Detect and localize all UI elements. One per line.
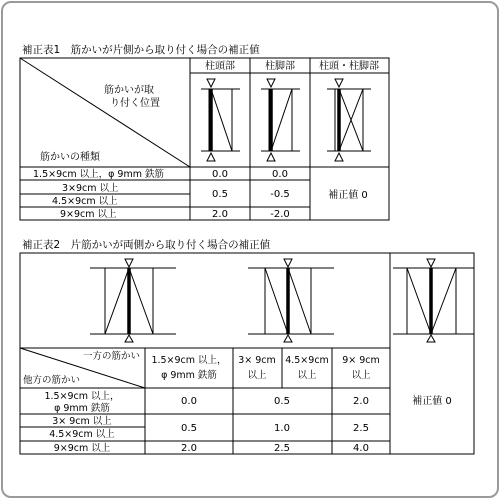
table2-col-1a: 1.5×9cm 以上， <box>151 355 227 366</box>
table1-value: 0.0 <box>212 169 228 180</box>
table2-col-3b: 以上 <box>297 370 317 381</box>
table2-row-1a: 1.5×9cm 以上， <box>44 391 120 402</box>
table2-diagram-left <box>90 259 176 342</box>
table1-col-foot: 柱脚部 <box>265 61 295 72</box>
table2-value: 4.0 <box>353 443 369 454</box>
table1-diag-bottom: 筋かいの種類 <box>40 152 100 163</box>
table1-title: 補正表1 筋かいが片側から取り付く場合の補正値 <box>22 44 260 56</box>
table2-value: 2.0 <box>181 443 197 454</box>
table2-value: 2.5 <box>353 423 369 434</box>
table2 <box>20 238 474 454</box>
table2-value: 2.5 <box>274 443 290 454</box>
table2-value: 0.5 <box>274 396 290 407</box>
table1-value: 0.0 <box>272 169 288 180</box>
table2-row-3: 4.5×9cm 以上 <box>49 429 115 440</box>
table1-row-4: 9×9cm 以上 <box>60 209 117 220</box>
table2-col-4a: 9× 9cm <box>342 355 380 366</box>
table1-row-2: 3×9cm 以上 <box>62 183 119 194</box>
table2-value: 2.0 <box>353 396 369 407</box>
table2-value: 0.5 <box>181 423 197 434</box>
table1-diagram-both <box>327 79 371 161</box>
table2-diag-bottom: 他方の筋かい <box>23 375 81 386</box>
table1-row-3: 4.5×9cm 以上 <box>52 196 118 207</box>
table1-diagram-head <box>201 79 240 161</box>
table2-title: 補正表2 片筋かいが両側から取り付く場合の補正値 <box>22 239 271 251</box>
table2-value: 0.0 <box>181 396 197 407</box>
table2-col-4b: 以上 <box>351 370 371 381</box>
table2-row-2: 3× 9cm 以上 <box>52 416 112 427</box>
table2-col-2b: 以上 <box>247 370 267 381</box>
table1-col-both: 柱頭・柱脚部 <box>319 61 379 72</box>
table2-row-4: 9×9cm 以上 <box>53 443 111 454</box>
table1-value: 0.5 <box>212 189 228 200</box>
table1-value: -2.0 <box>270 209 290 220</box>
table2-value: 1.0 <box>274 423 290 434</box>
table1-header-diagonal <box>20 58 190 167</box>
table2-diagram-middle <box>248 259 334 342</box>
table1-merged-value: 補正値 0 <box>328 190 368 201</box>
table1-value: 2.0 <box>212 209 228 220</box>
table2-diagram-right <box>393 259 474 342</box>
table1-diag-top-1: 筋かいが取 <box>104 85 154 96</box>
table1-diag-top-2: り付く位置 <box>110 98 160 109</box>
table2-row-1b: φ 9mm 鉄筋 <box>54 403 110 414</box>
table2-diag-top: 一方の筋かい <box>82 351 140 362</box>
table1 <box>20 43 389 220</box>
table2-col-2a: 3× 9cm <box>238 355 276 366</box>
table2-col-1b: φ 9mm 鉄筋 <box>161 370 217 381</box>
table1-value: -0.5 <box>270 189 290 200</box>
table1-col-head: 柱頭部 <box>205 61 235 72</box>
table2-col-3a: 4.5×9cm <box>285 355 329 366</box>
table2-merged-value: 補正値 0 <box>412 396 452 407</box>
table1-row-1: 1.5×9cm 以上，φ 9mm 鉄筋 <box>33 169 164 180</box>
table1-diagram-foot <box>261 79 300 161</box>
